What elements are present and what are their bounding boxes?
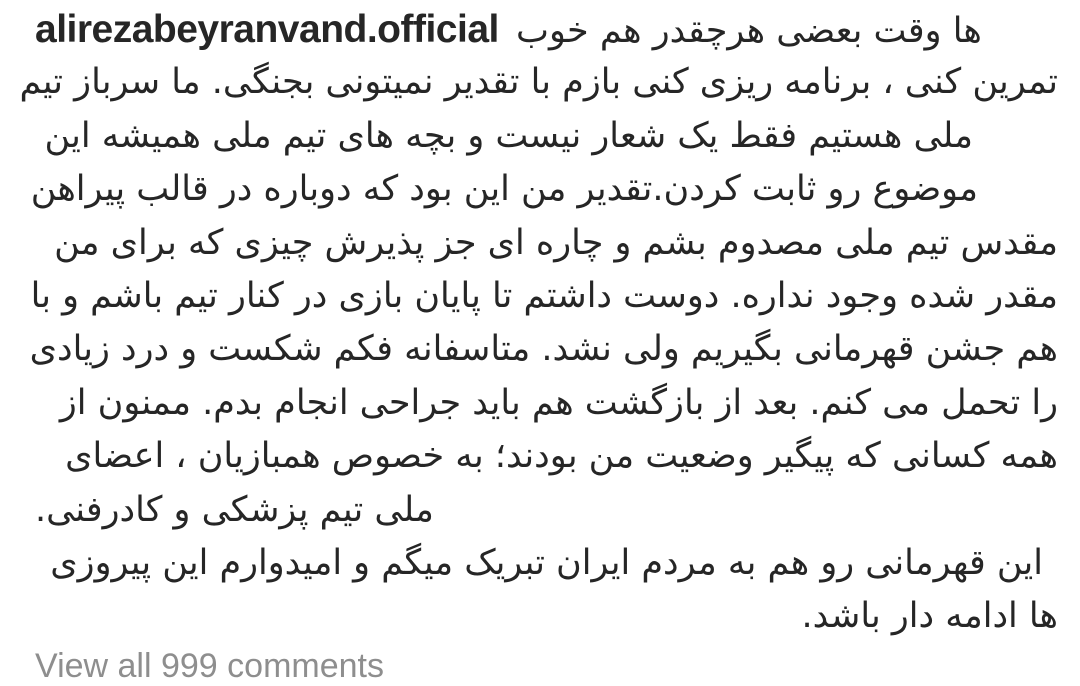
caption-word: تیم: [319, 489, 364, 530]
view-all-comments-link[interactable]: View all 999 comments: [35, 646, 384, 685]
caption-line: همه کسانی که پیگیر وضعیت من بودند؛ به خصوص همبازیان ، اعضای: [65, 436, 1058, 477]
caption-line: هم جشن قهرمانی بگیریم ولی نشد. متاسفانه فکم شکست و درد زیادی: [29, 329, 1058, 370]
caption-word: ها: [952, 11, 982, 51]
caption-word: پزشکی: [201, 489, 309, 530]
caption-line-first: [35, 3, 1058, 56]
caption-line: ها ادامه دار باشد.: [801, 596, 1058, 637]
caption-word: هم: [599, 11, 642, 51]
caption-word: و: [173, 489, 191, 530]
caption-word: خوب: [516, 11, 589, 51]
caption-line: را تحمل می کنم. بعد از بازگشت هم باید جراحی انجام بدم. ممنون از: [59, 382, 1058, 423]
caption-line: تمرین کنی ، برنامه ریزی کنی بازم با تقدیر نمیتونی بجنگی. ما سرباز تیم: [19, 62, 1058, 103]
caption-line: مقدر شده وجود نداره. دوست داشتم تا پایان بازی در کنار تیم باشم و با: [30, 275, 1058, 316]
caption-word: هرچقدر: [652, 11, 766, 51]
caption-line-staff: [35, 484, 1058, 537]
caption-word: وقت: [873, 11, 942, 51]
caption-line: مقدس تیم ملی مصدوم بشم و چاره ای جز پذیرش چیزی که برای من: [54, 222, 1058, 263]
caption-line: این قهرمانی رو هم به مردم ایران تبریک میگم و امیدوارم این پیروزی: [50, 542, 1043, 583]
username-link[interactable]: alirezabeyranvand.official: [35, 8, 499, 51]
caption-line: موضوع رو ثابت کردن.تقدیر من این بود که دوباره در قالب پیراهن: [30, 169, 978, 210]
caption-line: ملی هستیم فقط یک شعار نیست و بچه های تیم ملی همیشه این: [44, 115, 973, 156]
caption-word: ملی: [374, 489, 434, 530]
caption-word: کادرفنی.: [35, 489, 163, 530]
caption-word: بعضی: [776, 11, 863, 51]
